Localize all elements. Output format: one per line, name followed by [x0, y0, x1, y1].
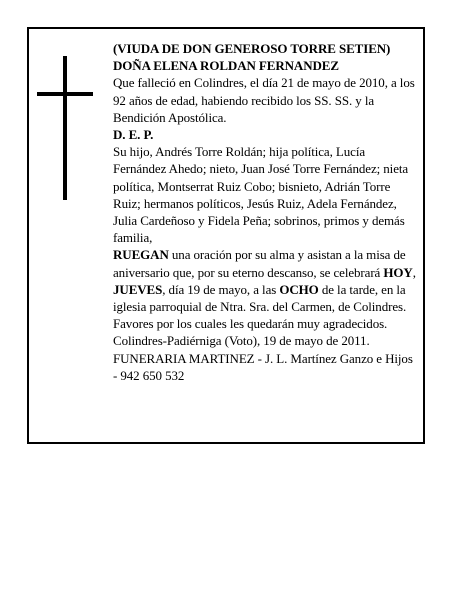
cross-vertical-bar — [63, 56, 67, 200]
request-text-1: una oración por su alma y asistan a la misa de aniversario que, por su eterno descanso, se celebrará — [113, 247, 406, 280]
deceased-name: DOÑA ELENA ROLDAN FERNANDEZ — [113, 58, 339, 74]
widow-line: (VIUDA DE DON GENEROSO TORRE SETIEN) — [113, 41, 391, 56]
mass-request — [113, 246, 419, 332]
notice-body — [113, 40, 419, 384]
request-text-2: , día 19 de mayo, a las — [162, 281, 280, 297]
request-comma: , — [412, 264, 416, 280]
cross-horizontal-bar — [37, 92, 93, 96]
family-list: Su hijo, Andrés Torre Roldán; hija política, Lucía Fernández Ahedo; nieto, Juan José Torre Fernández; nieta política, Montserrat Ruiz Cobo; bisnieto, Adrián Torre Ruiz; hermanos políticos, Jesús Ruiz, Adela Fernández, Julia Cardeñoso y Fidela Peña; sobrinos, primos y demás familia, — [113, 144, 409, 246]
obituary-notice — [27, 27, 425, 444]
hoy-word: HOY — [383, 264, 413, 280]
jueves-word: JUEVES — [113, 281, 163, 297]
dep-line: D. E. P. — [113, 127, 154, 143]
ruegan-word: RUEGAN — [113, 247, 169, 263]
cross-icon — [37, 56, 93, 200]
funeral-home: FUNERARIA MARTINEZ - J. L. Martínez Ganzo e Hijos - 942 650 532 — [113, 350, 413, 383]
death-statement: Que falleció en Colindres, el día 21 de mayo de 2010, a los 92 años de edad, habiendo recibido los SS. SS. y la Bendición Apostólica. — [113, 75, 415, 125]
ocho-word: OCHO — [279, 281, 319, 297]
place-date: Colindres-Padiérniga (Voto), 19 de mayo de 2011. — [113, 333, 370, 349]
request-text-3: de la tarde, en la iglesia parroquial de Ntra. Sra. del Carmen, de Colindres. Favores por los cuales les quedarán muy agradecidos. — [113, 281, 407, 332]
